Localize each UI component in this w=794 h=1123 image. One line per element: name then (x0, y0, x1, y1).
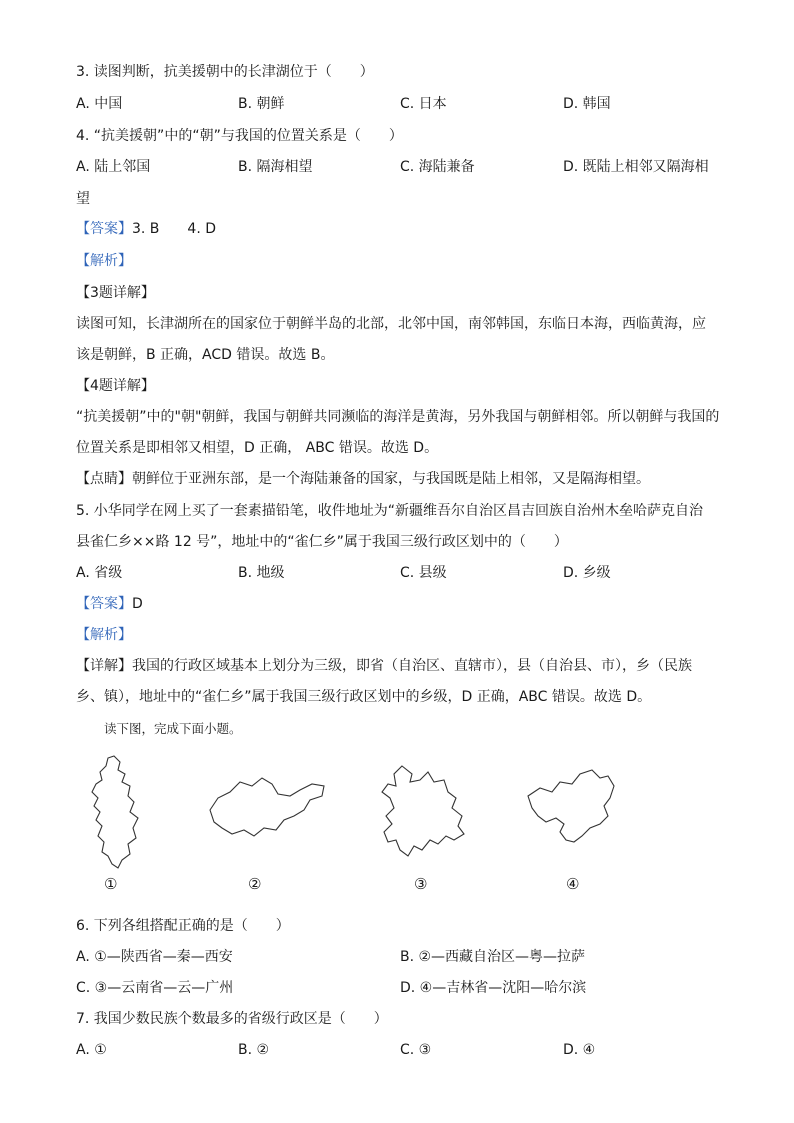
province-map-1 (78, 752, 148, 872)
q7-option-a: A. ① (76, 1042, 107, 1058)
q3-option-a: A. 中国 (76, 96, 123, 112)
q6-stem: 6. 下列各组搭配正确的是（ ） (76, 918, 290, 934)
detail-5-line-1 (76, 656, 692, 676)
detail-3-line-2: 该是朝鲜，B 正确，ACD 错误。故选 B。 (76, 347, 335, 363)
analysis-tag: 【解析】 (76, 253, 132, 269)
tip-tag: 【点睛】 (76, 471, 132, 487)
q4-option-c: C. 海陆兼备 (400, 159, 475, 175)
q4-option-b: B. 隔海相望 (238, 159, 313, 175)
q3-option-d: D. 韩国 (563, 96, 611, 112)
answer-5 (76, 594, 143, 614)
answer-3-4 (76, 219, 216, 239)
answer-5-tag: 【答案】 (76, 596, 132, 612)
detail-3-tag: 【3题详解】 (76, 285, 155, 301)
q4-option-a: A. 陆上邻国 (76, 159, 151, 175)
q5-option-a: A. 省级 (76, 565, 123, 581)
analysis-tag-2: 【解析】 (76, 627, 132, 643)
figure-caption: 读下图，完成下面小题。 (104, 721, 242, 736)
q7-option-b: B. ② (238, 1042, 270, 1058)
detail-5-line-2: 乡、镇），地址中的“雀仁乡”属于我国三级行政区划中的乡级，D 正确，ABC 错误。故选 D。 (76, 689, 652, 705)
tip (76, 469, 650, 489)
detail-4-tag: 【4题详解】 (76, 378, 155, 394)
figure-label-4: ④ (566, 875, 580, 893)
answer-tag: 【答案】 (76, 221, 132, 237)
q5-option-c: C. 县级 (400, 565, 447, 581)
q4-stem: 4. “抗美援朝”中的“朝”与我国的位置关系是（ ） (76, 128, 403, 144)
q3-option-b: B. 朝鲜 (238, 96, 285, 112)
q5-stem-line-2: 县雀仁乡××路 12 号”，地址中的“雀仁乡”属于我国三级行政区划中的（ ） (76, 534, 568, 550)
detail-5-tag: 【详解】 (76, 658, 132, 674)
q4-option-d: D. 既陆上相邻又隔海相 (563, 159, 709, 175)
detail-3-line-1: 读图可知，长津湖所在的国家位于朝鲜半岛的北部，北邻中国，南邻韩国，东临日本海，西临黄海，应 (76, 316, 706, 332)
q7-option-d: D. ④ (563, 1042, 596, 1058)
q5-option-d: D. 乡级 (563, 565, 611, 581)
province-map-2 (200, 770, 330, 842)
province-map-3 (372, 760, 472, 865)
detail-4-line-1: “抗美援朝”中的"朝"朝鲜，我国与朝鲜共同濒临的海洋是黄海，另外我国与朝鲜相邻。所以朝鲜与我国的 (76, 409, 720, 425)
q4-option-d-wrap: 望 (76, 191, 90, 207)
figure-label-3: ③ (414, 875, 428, 893)
figure-label-2: ② (248, 875, 262, 893)
detail-5-text: 我国的行政区域基本上划分为三级，即省（自治区、直辖市），县（自治县、市），乡（民族 (132, 658, 692, 674)
answer-text: 3. B 4. D (132, 221, 216, 237)
q7-stem: 7. 我国少数民族个数最多的省级行政区是（ ） (76, 1011, 388, 1027)
q6-option-d: D. ④—吉林省—沈阳—哈尔滨 (400, 980, 587, 996)
figure-label-1: ① (104, 875, 118, 893)
q5-stem-line-1: 5. 小华同学在网上买了一套素描铅笔，收件地址为“新疆维吾尔自治区昌吉回族自治州木垒哈萨克自治 (76, 503, 704, 519)
province-map-4 (520, 762, 620, 857)
tip-text: 朝鲜位于亚洲东部，是一个海陆兼备的国家，与我国既是陆上相邻，又是隔海相望。 (132, 471, 650, 487)
q3-option-c: C. 日本 (400, 96, 447, 112)
q7-option-c: C. ③ (400, 1042, 432, 1058)
q6-option-c: C. ③—云南省—云—广州 (76, 980, 234, 996)
q5-option-b: B. 地级 (238, 565, 285, 581)
q6-option-b: B. ②—西藏自治区—粤—拉萨 (400, 949, 586, 965)
answer-5-text: D (132, 596, 143, 612)
q3-stem: 3. 读图判断，抗美援朝中的长津湖位于（ ） (76, 64, 374, 80)
detail-4-line-2: 位置关系是即相邻又相望，D 正确， ABC 错误。故选 D。 (76, 440, 439, 456)
q6-option-a: A. ①—陕西省—秦—西安 (76, 949, 233, 965)
